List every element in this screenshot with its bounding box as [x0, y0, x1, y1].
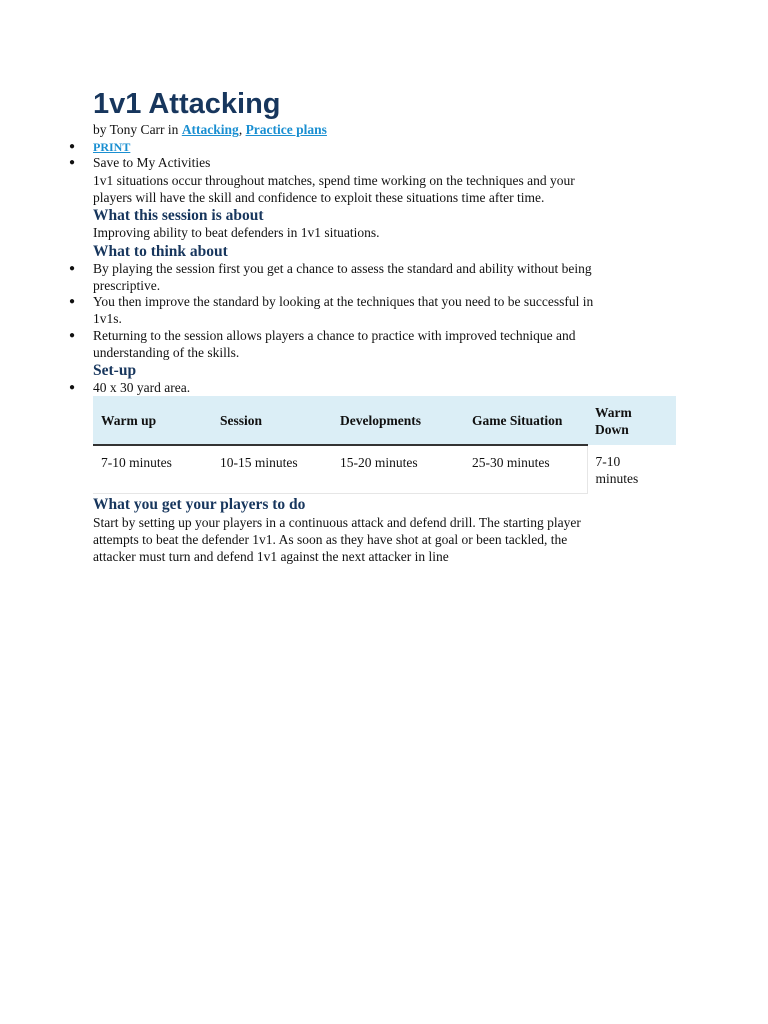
- table-cell-line: minutes: [595, 471, 639, 486]
- table-cell: 10-15 minutes: [212, 445, 332, 493]
- think-bullet-3-line-1: Returning to the session allows players a chance to practice with improved technique and: [93, 328, 576, 343]
- section-about-text: Improving ability to beat defenders in 1v1 situations.: [93, 225, 380, 240]
- think-bullet-1-line-2: prescriptive.: [93, 278, 161, 293]
- think-bullet-2-line-2: 1v1s.: [93, 311, 122, 326]
- setup-bullet: 40 x 30 yard area.: [93, 380, 191, 395]
- table-cell: 15-20 minutes: [332, 445, 464, 493]
- table-header: [587, 396, 676, 445]
- section-heading-setup: Set-up: [93, 362, 137, 379]
- byline-author: by Tony Carr in: [93, 122, 182, 137]
- category-link-attacking[interactable]: Attacking: [181, 122, 239, 137]
- save-to-activities-link[interactable]: Save to My Activities: [93, 155, 211, 170]
- section-do-line-2: attempts to beat the defender 1v1. As soon as they have shot at goal or been tackled, the: [93, 532, 568, 547]
- bullet-icon: ●: [69, 141, 76, 152]
- byline-separator: ,: [238, 122, 243, 137]
- table-header-line: Warm: [595, 404, 632, 420]
- bullet-icon: ●: [69, 382, 76, 393]
- section-do-line-1: Start by setting up your players in a continuous attack and defend drill. The starting player: [93, 515, 581, 530]
- bullet-icon: ●: [69, 330, 76, 341]
- section-heading-think: What to think about: [93, 243, 228, 260]
- print-link[interactable]: PRINT: [93, 140, 131, 154]
- table-header: Developments: [332, 396, 464, 445]
- table-cell: 7-10 minutes: [93, 445, 212, 493]
- think-bullet-1-line-1: By playing the session first you get a chance to assess the standard and ability without being: [93, 261, 592, 276]
- table-header-row: [93, 396, 676, 445]
- table-cell: 25-30 minutes: [464, 445, 587, 493]
- bullet-icon: ●: [69, 157, 76, 168]
- section-heading-do: What you get your players to do: [93, 496, 306, 513]
- bullet-icon: ●: [69, 263, 76, 274]
- byline: [93, 121, 327, 138]
- category-link-practice-plans[interactable]: Practice plans: [245, 122, 327, 137]
- table-header: Game Situation: [464, 396, 587, 445]
- think-bullet-2-line-1: You then improve the standard by looking at the techniques that you need to be successful in: [93, 294, 594, 309]
- section-heading-about: What this session is about: [93, 207, 264, 224]
- intro-line-1: 1v1 situations occur throughout matches, spend time working on the techniques and your: [93, 173, 575, 188]
- table-cell: [587, 445, 676, 493]
- table-header: Warm up: [93, 396, 212, 445]
- section-do-line-3: attacker must turn and defend 1v1 against the next attacker in line: [93, 549, 449, 564]
- schedule-table: [93, 396, 676, 494]
- think-bullet-3-line-2: understanding of the skills.: [93, 345, 240, 360]
- intro-line-2: players will have the skill and confidence to exploit these situations time after time.: [93, 190, 545, 205]
- table-header-line: Down: [595, 421, 629, 437]
- page-title: 1v1 Attacking: [93, 88, 281, 120]
- table-header: Session: [212, 396, 332, 445]
- table-row: [93, 445, 676, 493]
- table-cell-line: 7-10: [595, 454, 621, 469]
- bullet-icon: ●: [69, 296, 76, 307]
